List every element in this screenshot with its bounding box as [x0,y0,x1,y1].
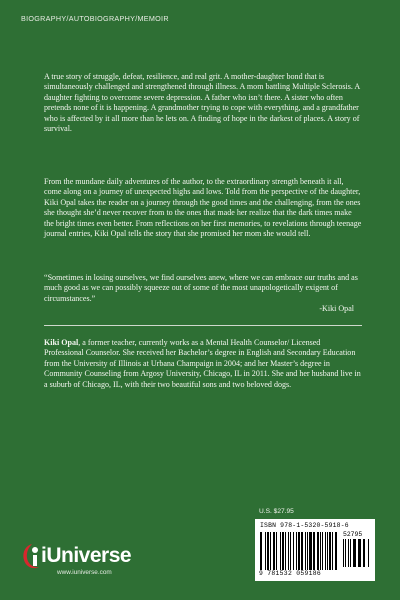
genre-label: BIOGRAPHY/AUTOBIOGRAPHY/MEMOIR [21,14,169,23]
publisher-url: www.iuniverse.com [57,569,112,576]
barcode-bar [267,532,269,570]
publisher-name: iUniverse [41,544,132,567]
barcode-bar [273,532,275,570]
intro-paragraph: A true story of struggle, defeat, resilience, and real grit. A mother-daughter bond that is simultaneously challenged and strengthened through illness. A mom battling Multiple Sclerosis. A daughter fighting to overcome severe depression. A father who isn’t there. A sister who often pretends none of it is happening. A grandmother trying to cope with everything, and a grandfather who is affected by it all more than he lets on. A finding of hope in the darkest of places. A story of survival. [44,72,360,134]
barcode-bar [298,532,300,570]
barcode-bar [301,532,303,570]
barcode-bar [305,532,306,570]
barcode-bar [260,532,262,570]
barcode-bar [343,539,344,567]
barcode-bar [329,532,331,570]
barcode-bar [307,532,308,570]
barcode-bar [353,539,356,567]
barcode-bar [345,539,346,567]
price-label: U.S. $27.95 [259,508,294,515]
author-name: Kiki Opal [44,338,79,347]
barcode-bar [358,539,361,567]
barcode-bar [276,532,277,570]
barcode [255,519,375,581]
section-divider [44,325,362,326]
barcode-bar [313,532,315,570]
barcode-bar [270,532,271,570]
author-bio [44,338,362,390]
barcode-bar [288,532,289,570]
ean-barcode-bars [260,532,342,570]
quote-paragraph: “Sometimes in losing ourselves, we find ourselves anew, where we can embrace our truths and as much good as we can possibly squeeze out of some of the most unapologetically exigent of circumstances.” [44,273,358,303]
author-bio-text: , a former teacher, currently works as a Mental Health Counselor/ Licensed Professional Counselor. She received her Bachelor’s degree in English and Secondary Education from the University of Illinois at Urbana Champaign in 2004; and her Master’s degree in Community Counseling from Argosy University, Chicago, IL in 2011. She and her husband live in a suburb of Chicago, IL, with their two beautiful sons and two beloved dogs. [44,338,361,389]
barcode-bar [296,532,297,570]
barcode-bar [327,532,328,570]
barcode-bar [285,532,286,570]
addon-digits: 52795 [343,531,363,538]
barcode-bar [325,532,326,570]
barcode-bar [350,539,351,567]
barcode-bar [335,532,337,570]
barcode-bar [280,532,281,570]
barcode-bar [363,539,365,567]
quote-attribution: -Kiki Opal [319,304,354,313]
barcode-bar [290,532,291,570]
barcode-bar [348,539,349,567]
barcode-bar [320,532,321,570]
barcode-bar [317,532,319,570]
barcode-bar [322,532,323,570]
barcode-bar [368,539,369,567]
iuniverse-swirl-icon [21,542,43,572]
isbn-text: ISBN 978-1-5320-5918-6 [260,522,349,529]
barcode-digits: 9 781532 059186 [259,570,322,577]
barcode-bar [265,532,266,570]
addon-barcode-bars [343,539,371,577]
description-paragraph: From the mundane daily adventures of the author, to the extraordinary strength beneath it all, come along on a journey of unexpected highs and lows. Told from the perspective of the daughter, Kiki Opal takes the reader on a journey through the good times and the challenging, from the ones she thought she’d never recover from to the ones that made her realize that the dark times make the bright times even better. From reflections on her first memories, to revelations through teenage journal entries, Kiki Opal tells the story that she promised her mom she would tell. [44,177,362,239]
barcode-bar [282,532,284,570]
barcode-bar [332,532,333,570]
barcode-bar [293,532,294,570]
barcode-bar [309,532,312,570]
publisher-logo [21,538,161,584]
